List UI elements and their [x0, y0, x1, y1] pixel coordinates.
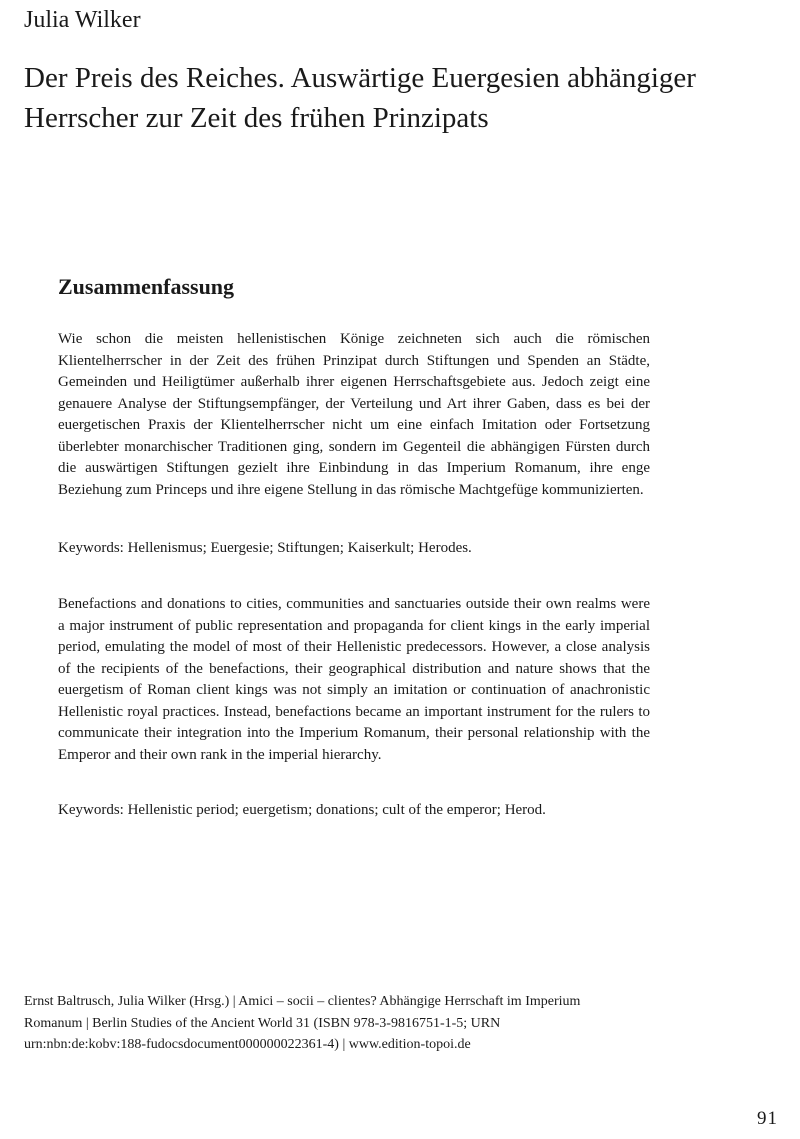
summary-heading: Zusammenfassung — [58, 274, 235, 299]
abstract-german: Wie schon die meisten hellenistischen Könige zeichneten sich auch die römischen Klientelherrscher in der Zeit des frühen Prinzipat durch Stiftungen und Spenden an Städte, Gemeinden und Heiligtümer außerhalb ihrer eigenen Herrschaftsgebiete aus. Jedoch zeigt eine genauere Analyse der Stiftungsempfänger, der Verteilung und Art ihrer Gaben, dass es bei der euergetischen Praxis der Klientelherrscher nicht um eine einfach Imitation oder Fortsetzung überlebter monarchischer Traditionen ging, sondern im Gegenteil die abhängigen Fürsten durch die auswärtigen Stiftungen gezielt ihre Einbindung in das Imperium Romanum, ihre enge Beziehung zum Princeps und ihre eigene Stellung in das römische Machtgefüge kommunizierten. — [58, 331, 650, 498]
article-title: Der Preis des Reiches. Auswärtige Euergesien abhängiger Herrscher zur Zeit des frühen Prinzipats — [24, 62, 696, 134]
abstract-english: Benefactions and donations to cities, communities and sanctuaries outside their own realms were a major instrument of public representation and propaganda for client kings in the early imperial period, emulating the model of most of their Hellenistic predecessors. However, a close analysis of the recipients of the benefactions, their geographical distribution and nature shows that the euergetism of Roman client kings was not simply an imitation or continuation of anachronistic Hellenistic royal practices. Instead, benefactions became an important instrument for the rulers to communicate their integration into the Imperium Romanum, their personal relationship with the Emperor and their own rank in the imperial hierarchy. — [58, 596, 650, 763]
author-name: Julia Wilker — [24, 7, 141, 33]
page-number: 91 — [757, 1108, 778, 1129]
keywords-english: Keywords: Hellenistic period; euergetism; donations; cult of the emperor; Herod. — [58, 802, 546, 818]
keywords-german: Keywords: Hellenismus; Euergesie; Stiftungen; Kaiserkult; Herodes. — [58, 540, 472, 556]
citation-footer: Ernst Baltrusch, Julia Wilker (Hrsg.) | Amici – socii – clientes? Abhängige Herrschaft im Imperium Romanum | Berlin Studies of the Ancient World 31 (ISBN 978-3-9816751-1-5; URN urn:nbn:de:kobv:188-fudocsdocument000000022361-4) | www.edition-topoi.de — [24, 994, 581, 1052]
